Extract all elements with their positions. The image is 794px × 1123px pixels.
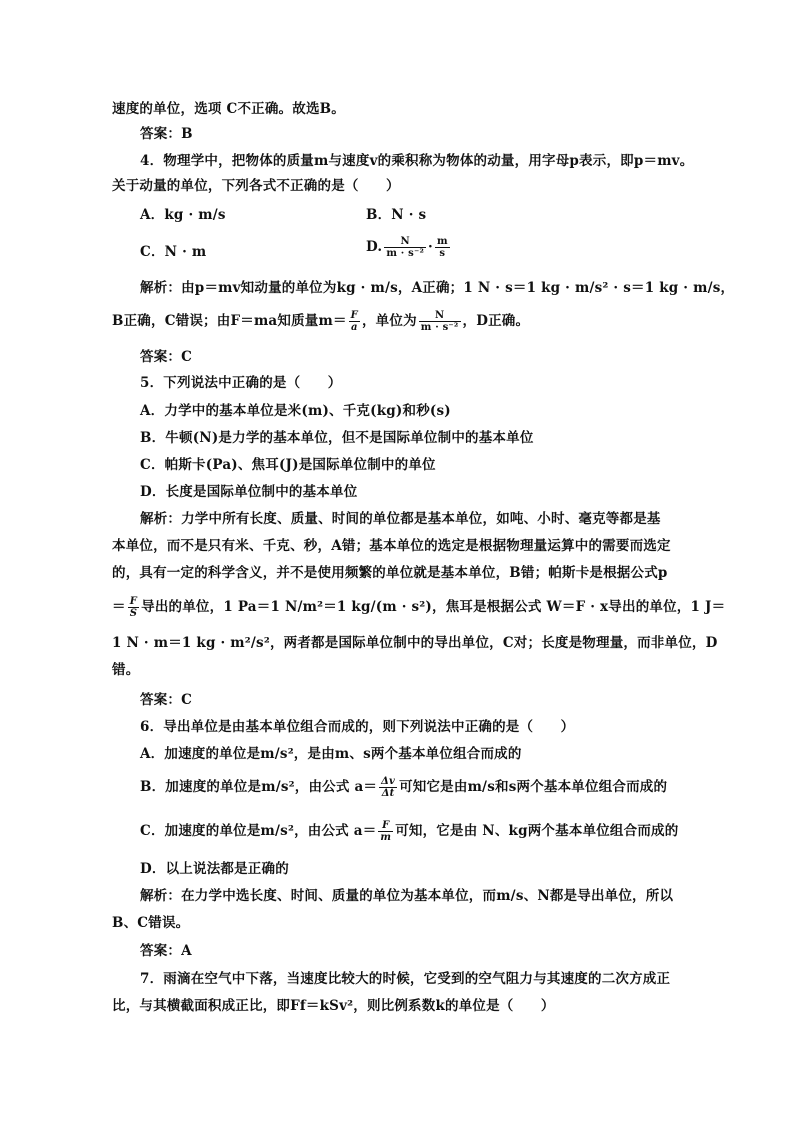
answer-line: 答案：C: [140, 692, 193, 708]
question-6-stem: 6．导出单位是由基本单位组合而成的，则下列说法中正确的是（ ）: [140, 719, 575, 735]
option-4c: C．N · m: [140, 244, 207, 260]
option-text: B．加速度的单位是m/s²，由公式 a＝: [140, 779, 378, 795]
fraction: [419, 310, 461, 333]
option-6c: [140, 820, 678, 843]
explanation-4-line-2: [112, 310, 529, 333]
question-5-stem: 5．下列说法中正确的是（ ）: [140, 375, 342, 391]
option-5b: B．牛顿(N)是力学的基本单位，但不是国际单位制中的基本单位: [140, 430, 534, 446]
explanation-4-line-1: 解析：由p＝mv知动量的单位为kg · m/s，A正确；1 N · s＝1 kg · m/s² · s＝1 kg · m/s，: [140, 280, 735, 296]
answer-line: 答案：C: [140, 349, 193, 365]
option-4b: B．N · s: [366, 207, 427, 223]
explanation-5-line-6: 错。: [112, 662, 140, 678]
text-line: 速度的单位，选项 C不正确。故选B。: [112, 101, 345, 117]
answer-line: 答案：A: [140, 943, 192, 959]
explanation-5-line-4: [112, 596, 725, 619]
option-4a: A．kg · m/s: [140, 207, 226, 223]
answer-line: 答案：B: [140, 126, 193, 142]
fraction: [384, 236, 426, 259]
fraction: [435, 236, 450, 259]
fraction: [378, 820, 393, 843]
explanation-5-line-1: 解析：力学中所有长度、质量、时间的单位都是基本单位，如吨、小时、毫克等都是基: [140, 511, 661, 527]
question-4-stem: 4．物理学中，把物体的质量m与速度v的乘积称为物体的动量，用字母p表示，即p＝mv。: [140, 153, 694, 169]
fraction-numerator: m: [436, 236, 448, 247]
option-4d: [366, 236, 452, 259]
fraction: [128, 596, 139, 619]
fraction-numerator: N: [419, 310, 461, 322]
explanation-text: B正确，C错误；由F＝ma知质量m＝: [112, 313, 347, 329]
option-4d-label: D.: [366, 239, 383, 255]
option-5d: D．长度是国际单位制中的基本单位: [140, 484, 358, 500]
explanation-6-line-1: 解析：在力学中选长度、时间、质量的单位为基本单位，而m/s、N都是导出单位，所以: [140, 888, 674, 904]
fraction-numerator: N: [384, 236, 426, 248]
option-text: C．加速度的单位是m/s²，由公式 a＝: [140, 823, 377, 839]
option-text: 可知，它是由 N、kg两个基本单位组合而成的: [395, 823, 679, 839]
fraction-numerator: Δv: [381, 776, 396, 787]
option-5a: A．力学中的基本单位是米(m)、千克(kg)和秒(s): [140, 403, 451, 419]
option-6d: D．以上说法都是正确的: [140, 861, 289, 877]
explanation-text: 导出的单位，1 Pa＝1 N/m²＝1 kg/(m · s²)，焦耳是根据公式 W＝F · x导出的单位，1 J＝: [141, 599, 726, 615]
explanation-5-line-2: 本单位，而不是只有米、千克、秒，A错；基本单位的选定是根据物理量运算中的需要而选定: [112, 538, 671, 554]
explanation-5-line-3: 的，具有一定的科学含义，并不是使用频繁的单位就是基本单位，B错；帕斯卡是根据公式p: [112, 565, 668, 581]
question-4-stem-cont: 关于动量的单位，下列各式不正确的是（ ）: [112, 178, 400, 194]
multiply-dot: ·: [428, 239, 433, 255]
option-6a: A．加速度的单位是m/s²，是由m、s两个基本单位组合而成的: [140, 746, 522, 762]
question-7-stem-cont: 比，与其横截面积成正比，即Ff＝kSv²，则比例系数k的单位是（ ）: [112, 998, 555, 1014]
fraction-denominator: Δt: [381, 788, 395, 799]
option-text: 可知它是由m/s和s两个基本单位组合而成的: [399, 779, 668, 795]
explanation-6-line-2: B、C错误。: [112, 915, 190, 931]
fraction-denominator: S: [129, 608, 138, 619]
fraction-denominator: m: [380, 832, 392, 843]
option-6b: [140, 776, 667, 799]
explanation-text: ＝: [112, 599, 126, 615]
explanation-text: ，D正确。: [462, 313, 530, 329]
fraction-denominator: m · s⁻²: [386, 248, 425, 259]
fraction-numerator: F: [378, 820, 393, 832]
question-7-stem: 7．雨滴在空气中下落，当速度比较大的时候，它受到的空气阻力与其速度的二次方成正: [140, 971, 671, 987]
fraction-denominator: m · s⁻²: [420, 322, 459, 333]
fraction-denominator: a: [350, 322, 358, 333]
fraction: [379, 776, 397, 799]
explanation-text: ，单位为: [361, 313, 417, 329]
fraction-numerator: F: [128, 596, 139, 608]
explanation-5-line-5: 1 N · m＝1 kg · m²/s²，两者都是国际单位制中的导出单位，C对；长度是物理量，而非单位，D: [112, 635, 718, 651]
fraction-denominator: s: [439, 248, 446, 259]
option-5c: C．帕斯卡(Pa)、焦耳(J)是国际单位制中的单位: [140, 457, 436, 473]
fraction: [349, 310, 360, 333]
fraction-numerator: F: [350, 310, 358, 321]
